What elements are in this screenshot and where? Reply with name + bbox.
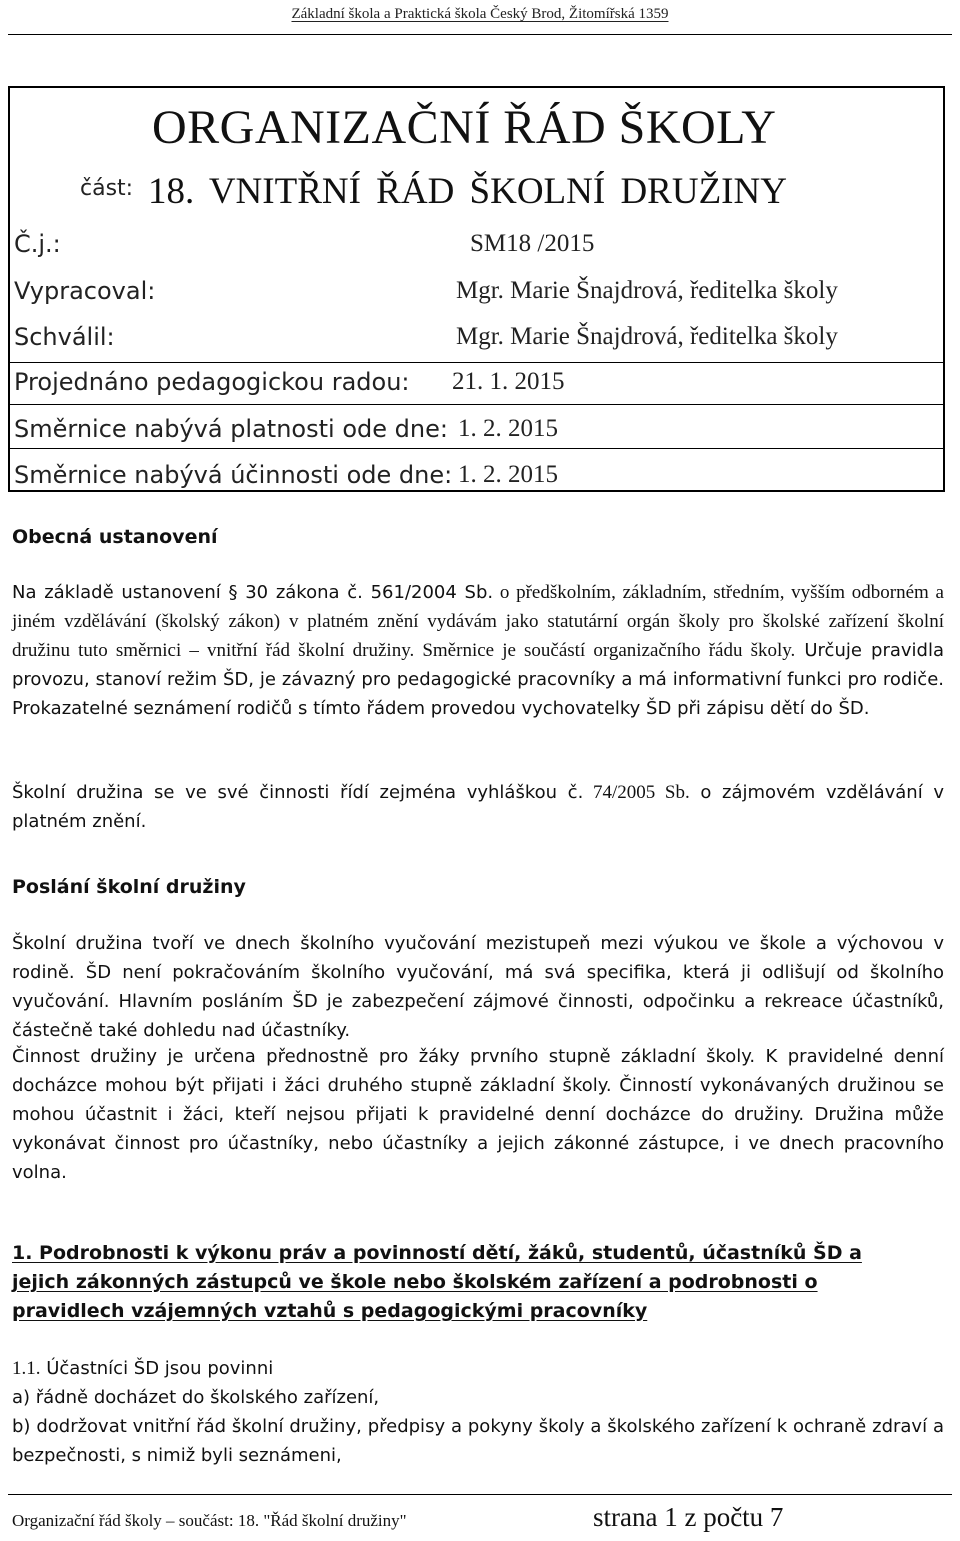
row-divider xyxy=(8,448,945,449)
text-run: 30 zákona č. 561/2004 Sb. xyxy=(237,582,494,603)
text-run: o zájmovém vzdělávání v platném znění. xyxy=(12,782,944,832)
text-run: Na základě ustanovení xyxy=(12,582,229,603)
paragraph-general-1 xyxy=(12,578,944,723)
text-run: 74/2005 Sb. xyxy=(583,782,690,803)
subsection-title: Účastníci ŠD jsou povinni xyxy=(40,1358,274,1379)
part-title: 18. VNITŘNÍ ŘÁD ŠKOLNÍ DRUŽINY xyxy=(148,171,787,212)
list-item-b: b) dodržovat vnitřní řád školní družiny, předpisy a pokyny školy a školského zařízení k ochraně zdraví a bezpečnosti, s nimiž byli seznámeni, xyxy=(12,1416,944,1466)
part-label: část: xyxy=(80,176,134,201)
row-divider xyxy=(8,362,945,363)
prepared-value: Mgr. Marie Šnajdrová, ředitelka školy xyxy=(456,277,838,304)
subsection-number: 1.1. xyxy=(12,1358,41,1379)
section-sign: § xyxy=(228,582,238,603)
validity-label: Směrnice nabývá platnosti ode dne: xyxy=(14,415,448,443)
footer-page-number: strana 1 z počtu 7 xyxy=(593,1502,784,1532)
text-run: o předškolním, základním, středním, vyšším odborném a jiném vzdělávání (školský zákon) v platném znění vydávám jako statutární orgán školy pro školské zařízení školní družinu tuto směrnici – vnitřní řád školní družiny. Směrnice je součástí organizačního řádu školy. xyxy=(12,582,944,661)
cj-value: SM18 /2015 xyxy=(470,230,595,257)
footer-rule xyxy=(8,1494,952,1495)
prepared-label: Vypracoval: xyxy=(14,277,156,305)
footer-document-name: Organizační řád školy – součást: 18. "Řád školní družiny" xyxy=(12,1511,407,1530)
heading-section-1: 1. Podrobnosti k výkonu práv a povinností dětí, žáků, studentů, účastníků ŠD a jejich zákonných zástupců ve škole nebo školském zařízení a podrobnosti o pravidlech vzájemných vztahů s pedagogickými pracovníky xyxy=(12,1242,862,1322)
text-run: Školní družina se ve své činnosti řídí zejména vyhláškou č. xyxy=(12,782,584,803)
header-rule xyxy=(8,34,952,35)
discussed-label: Projednáno pedagogickou radou: xyxy=(14,368,410,396)
row-divider xyxy=(8,404,945,405)
paragraph-mission-2: Činnost družiny je určena přednostně pro žáky prvního stupně základní školy. K pravidelné denní docházce mohou být přijati i žáci druhého stupně základní školy. Činností vykonávaných družinou se mohou účastnit i žáci, kteří nejsou přijati k pravidelné denní docházce do družiny. Družina může vykonávat činnost pro účastníky, nebo účastníky a jejich zákonné zástupce, i ve dnech pracovního volna. xyxy=(12,1046,944,1183)
paragraph-general-2 xyxy=(12,778,944,836)
document-title: ORGANIZAČNÍ ŘÁD ŠKOLY xyxy=(152,101,777,154)
cj-label: Č.j.: xyxy=(14,230,61,258)
paragraph-mission-1: Školní družina tvoří ve dnech školního vyučování mezistupeň mezi výukou ve škole a výchovou v rodině. ŠD není pokračováním školního vyučování, má svá specifika, která ji odlišují od školního vyučování. Hlavním posláním ŠD je zabezpečení zájmové činnosti, odpočinku a rekreace účastníků, částečně také dohledu nad účastníky. xyxy=(12,933,944,1041)
heading-mission: Poslání školní družiny xyxy=(12,876,246,898)
effect-label: Směrnice nabývá účinnosti ode dne: xyxy=(14,461,453,489)
validity-value: 1. 2. 2015 xyxy=(458,415,558,442)
discussed-value: 21. 1. 2015 xyxy=(452,368,565,395)
list-item-a: a) řádně docházet do školského zařízení, xyxy=(12,1387,380,1408)
effect-value: 1. 2. 2015 xyxy=(458,461,558,488)
text-run: Určuje pravidla provozu, stanoví režim ŠD, je závazný pro pedagogické pracovníky a má informativní funkci pro rodiče. xyxy=(12,640,944,690)
approved-value: Mgr. Marie Šnajdrová, ředitelka školy xyxy=(456,323,838,350)
running-header: Základní škola a Praktická škola Český Brod, Žitomířská 1359 xyxy=(291,6,669,22)
approved-label: Schválil: xyxy=(14,323,115,351)
text-run: Prokazatelné seznámení rodičů s tímto řádem provedou vychovatelky ŠD při zápisu dětí do ŠD. xyxy=(12,698,870,719)
heading-general: Obecná ustanovení xyxy=(12,526,218,548)
subsection-1-1 xyxy=(12,1354,944,1383)
